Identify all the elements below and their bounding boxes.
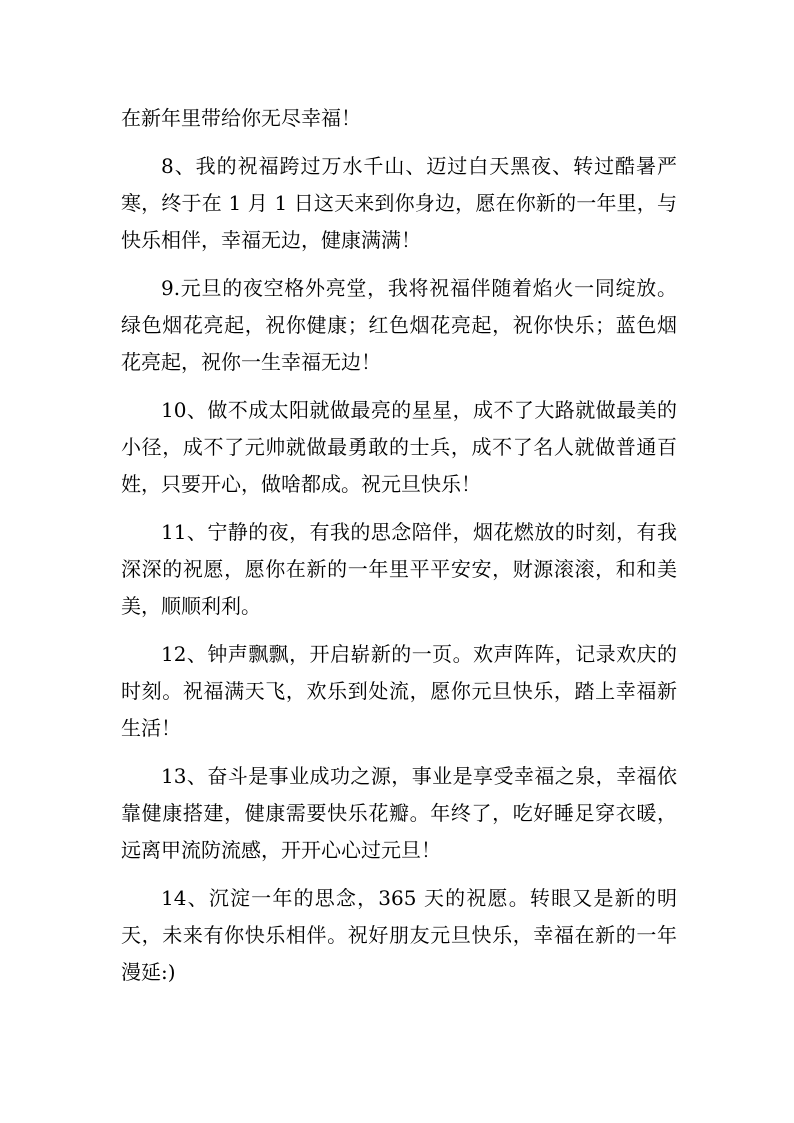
paragraph-wish-8: 8、我的祝福跨过万水千山、迈过白天黑夜、转过酷暑严寒，终于在 1 月 1 日这天来到你身边，愿在你新的一年里，与快乐相伴，幸福无边，健康满满！ [121, 154, 677, 252]
paragraph-wish-14: 14、沉淀一年的思念，365 天的祝愿。转眼又是新的明天，未来有你快乐相伴。祝好朋友元旦快乐，幸福在新的一年漫延:) [121, 886, 677, 984]
paragraph-wish-9: 9.元旦的夜空格外亮堂，我将祝福伴随着焰火一同绽放。绿色烟花亮起，祝你健康；红色烟花亮起，祝你快乐；蓝色烟花亮起，祝你一生幸福无边！ [121, 276, 677, 374]
paragraph-wish-12: 12、钟声飘飘，开启崭新的一页。欢声阵阵，记录欢庆的时刻。祝福满天飞，欢乐到处流，愿你元旦快乐，踏上幸福新生活！ [121, 642, 677, 740]
body-text [121, 100, 677, 1002]
paragraph-wish-10: 10、做不成太阳就做最亮的星星，成不了大路就做最美的小径，成不了元帅就做最勇敢的士兵，成不了名人就做普通百姓，只要开心，做啥都成。祝元旦快乐！ [121, 398, 677, 496]
paragraph-continuation: 在新年里带给你无尽幸福！ [121, 106, 361, 130]
paragraph-wish-11: 11、宁静的夜，有我的思念陪伴，烟花燃放的时刻，有我深深的祝愿，愿你在新的一年里平平安安，财源滚滚，和和美美，顺顺利利。 [121, 520, 677, 618]
paragraph-wish-13: 13、奋斗是事业成功之源，事业是享受幸福之泉，幸福依靠健康搭建，健康需要快乐花瓣。年终了，吃好睡足穿衣暖，远离甲流防流感，开开心心过元旦！ [121, 764, 677, 862]
